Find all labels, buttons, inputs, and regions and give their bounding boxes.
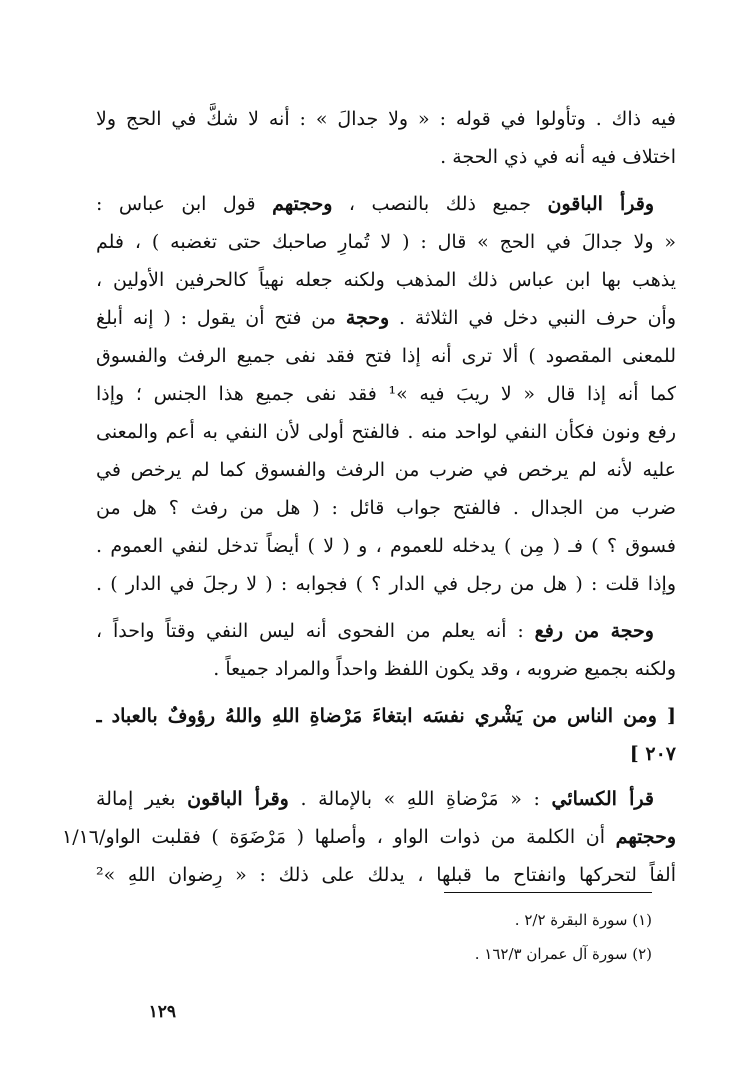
text-span: رفع ونون فكأن النفي لواحد منه . فالفتح أولى لأن النفي به أعم والمعنى [96,421,676,443]
text-line [96,225,676,259]
text-span: ضرب من الجدال . فالفتح جواب قائل : ( هل من رفث ؟ هل من [96,497,676,519]
text-span: « ولا جدالَ في الحج » قال : ( لا تُمارِ صاحبك حتى تغضبه ) ، فلم [96,231,676,253]
text-span: جميع ذلك بالنصب ، [332,193,548,215]
text-line [96,377,676,411]
footnote [300,906,652,934]
text-span: ألفاً لتحركها وانفتاح ما قبلها ، يدلك على ذلك : « رِضوان اللهِ »² [96,864,676,886]
text-line [62,820,676,854]
text-span: : « مَرْضاةِ اللهِ » بالإمالة . [288,788,552,810]
text-span: عليه لأنه لم يرخص في ضرب من الرفث والفسوق كما لم يرخص في [96,459,676,481]
text-line [96,263,676,297]
text-line [96,491,676,525]
text-line [96,614,676,648]
quran-verse-line [96,737,676,771]
quran-verse-text: [ ومن الناس من يَشْري نفسَه ابتغاءَ مَرْضاةِ اللهِ واللهُ رؤوفٌ بالعباد ـ [96,705,676,727]
text-line [96,187,676,221]
quran-verse-line [96,699,676,733]
text-span: قول ابن عباس : [96,193,273,215]
text-line [96,140,676,174]
text-span: كما أنه إذا قال « لا ريبَ فيه »¹ فقد نفى جميع هذا الجنس ؛ وإذا [96,383,676,405]
bold-term: وحجة [345,307,390,329]
text-line [96,858,676,892]
text-span: للمعنى المقصود ) ألا ترى أنه إذا فتح فقد نفى جميع الرفث والفسوق [96,345,676,367]
text-span: يذهب بها ابن عباس ذلك المذهب ولكنه جعله نهياً كالحرفين الأولين ، [96,269,676,291]
bold-term: وقرأ الباقون [547,193,654,215]
text-span: من فتح أن يقول : ( إنه أبلغ [96,307,346,329]
margin-reference: /١/١٦ [62,826,106,848]
text-line [96,102,676,136]
text-span: وأن حرف النبي دخل في الثلاثة . [389,307,676,329]
text-line [96,529,676,563]
footnote-divider [444,892,652,893]
bold-term: وحجتهم [615,826,676,848]
text-span: فسوق ؟ ) فـ ( مِن ) يدخله للعموم ، و ( لا ) أيضاً تدخل لنفي العموم . [96,535,676,557]
text-span: اختلاف فيه أنه في ذي الحجة . [440,146,676,168]
text-line [96,652,676,686]
text-span: بغير إمالة [96,788,188,810]
text-span: ولكنه بجميع ضروبه ، وقد يكون اللفظ واحداً والمراد جميعاً . [213,658,676,680]
text-span: أن الكلمة من ذوات الواو ، وأصلها ( مَرْضَوَة ) فقلبت الواو [105,826,616,848]
text-span: وإذا قلت : ( هل من رجل في الدار ؟ ) فجوابه : ( لا رجلَ في الدار ) . [96,573,676,595]
verse-number: ٢٠٧ ] [629,743,676,765]
footnote [300,940,652,968]
text-line [96,301,676,335]
footnote-text: (٢) سورة آل عمران ١٦٢/٣ . [474,945,652,963]
text-line [96,782,676,816]
bold-term: وقرأ الباقون [187,788,289,810]
bold-term: وحجتهم [272,193,333,215]
page-number: ١٢٩ [148,1002,176,1022]
text-line [96,339,676,373]
text-line [96,567,676,601]
text-span: فيه ذاك . وتأولوا في قوله : « ولا جدالَ » : أنه لا شكَّ في الحج ولا [96,108,676,130]
text-line [96,415,676,449]
text-line [96,453,676,487]
bold-term: قرأ الكسائي [551,788,654,810]
footnote-text: (١) سورة البقرة ٢/٢ . [514,911,652,929]
text-span: : أنه يعلم من الفحوى أنه ليس النفي وقتاً واحداً ، [96,620,535,642]
bold-term: وحجة من رفع [534,620,654,642]
